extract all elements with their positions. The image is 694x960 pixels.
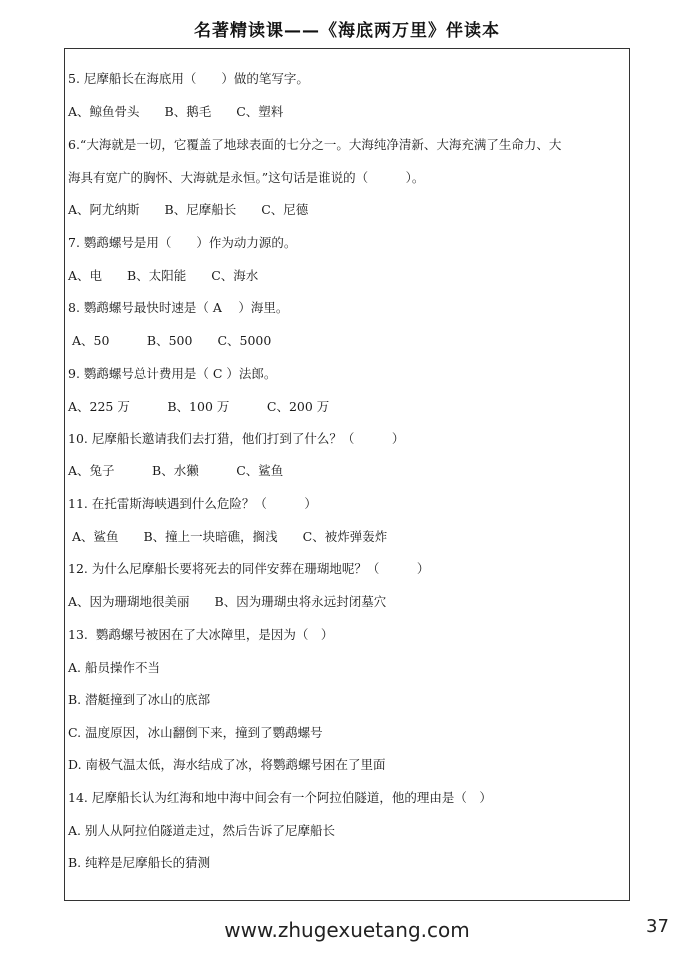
q11-options: A、鲨鱼 B、撞上一块暗礁，搁浅 C、被炸弹轰炸 <box>68 529 388 544</box>
q8-stem: 8. 鹦鹉螺号最快时速是（ A ）海里。 <box>68 300 289 315</box>
q9-stem: 9. 鹦鹉螺号总计费用是（ C ）法郎。 <box>68 366 277 381</box>
page-header-title: 名著精读课——《海底两万里》伴读本 <box>194 21 500 41</box>
q6-stem-line1: 6.“大海就是一切，它覆盖了地球表面的七分之一。大海纯净清新、大海充满了生命力、大 <box>68 137 562 152</box>
q11-stem: 11. 在托雷斯海峡遇到什么危险？（ ） <box>68 496 317 511</box>
q10-options: A、兔子 B、水獭 C、鲨鱼 <box>68 463 284 478</box>
q14-option-a: A. 别人从阿拉伯隧道走过，然后告诉了尼摩船长 <box>68 823 335 838</box>
q14-option-b: B. 纯粹是尼摩船长的猜测 <box>68 855 211 870</box>
q13-option-b: B. 潜艇撞到了冰山的底部 <box>68 692 211 707</box>
q9-options: A、225 万 B、100 万 C、200 万 <box>68 399 330 414</box>
q7-stem: 7. 鹦鹉螺号是用（ ）作为动力源的。 <box>68 235 297 250</box>
q6-options: A、阿尤纳斯 B、尼摩船长 C、尼德 <box>68 202 309 217</box>
q14-stem: 14. 尼摩船长认为红海和地中海中间会有一个阿拉伯隧道，他的理由是（ ） <box>68 790 492 805</box>
q5-stem: 5. 尼摩船长在海底用（ ）做的笔写字。 <box>68 71 309 86</box>
q13-stem: 13. 鹦鹉螺号被困在了大冰障里，是因为（ ） <box>68 627 334 642</box>
q13-option-d: D. 南极气温太低，海水结成了冰，将鹦鹉螺号困在了里面 <box>68 757 386 772</box>
q12-stem: 12. 为什么尼摩船长要将死去的同伴安葬在珊瑚地呢？（ ） <box>68 561 430 576</box>
q6-stem-line2: 海具有宽广的胸怀、大海就是永恒。”这句话是谁说的（ ）。 <box>68 170 425 185</box>
page-number: 37 <box>646 916 669 937</box>
q12-options: A、因为珊瑚地很美丽 B、因为珊瑚虫将永远封闭墓穴 <box>68 594 387 609</box>
q8-options: A、50 B、500 C、5000 <box>68 333 272 348</box>
q7-options: A、电 B、太阳能 C、海水 <box>68 268 259 283</box>
q5-options: A、鲸鱼骨头 B、鹅毛 C、塑料 <box>68 104 284 119</box>
footer-url: www.zhugexuetang.com <box>224 918 470 942</box>
q10-stem: 10. 尼摩船长邀请我们去打猎，他们打到了什么？（ ） <box>68 431 405 446</box>
q13-option-a: A. 船员操作不当 <box>68 660 160 675</box>
q13-option-c: C. 温度原因，冰山翻倒下来，撞到了鹦鹉螺号 <box>68 725 323 740</box>
